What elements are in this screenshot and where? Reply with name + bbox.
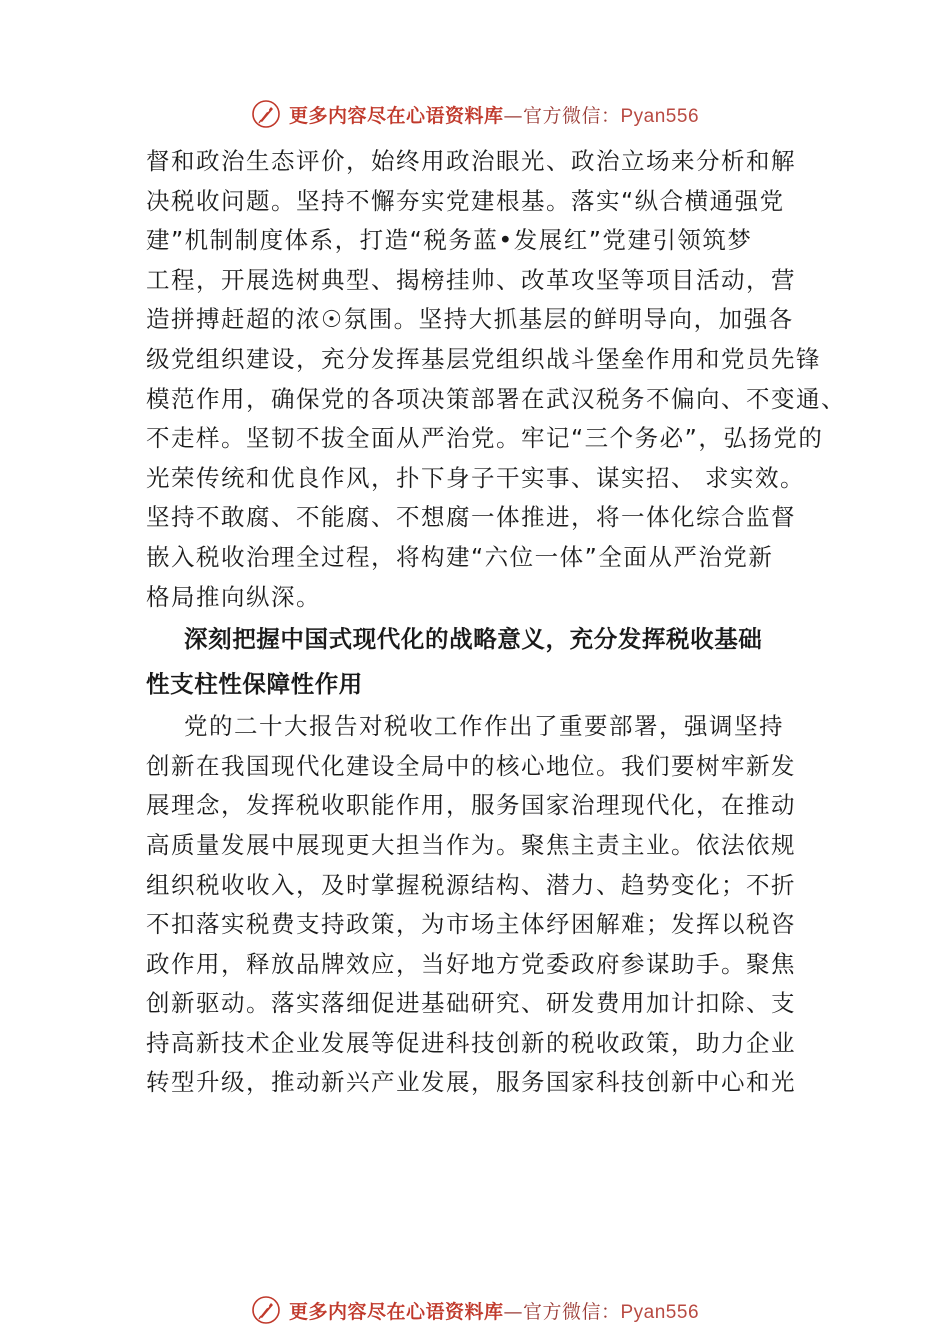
- text-line: 创新在我国现代化建设全局中的核心地位。我们要树牢新发: [146, 751, 796, 780]
- text-line: 不走样。坚韧不拔全面从严治党。牢记“三个务必”，弘扬党的: [146, 424, 824, 453]
- heading-line: 深刻把握中国式现代化的战略意义，充分发挥税收基础: [184, 625, 763, 654]
- text-line: 展理念，发挥税收职能作用，服务国家治理现代化，在推动: [146, 791, 796, 820]
- quill-pen-logo-icon: [251, 1295, 281, 1325]
- header-watermark: [0, 94, 950, 134]
- text-line: 转型升级，推动新兴产业发展，服务国家科技创新中心和光: [146, 1068, 796, 1097]
- document-body: [146, 142, 846, 1103]
- text-line: 决税收问题。坚持不懈夯实党建根基。落实“纵合横通强党: [146, 186, 785, 215]
- quill-pen-logo-icon: [251, 99, 281, 129]
- text-line: 政作用，释放品牌效应，当好地方党委政府参谋助手。聚焦: [146, 949, 796, 978]
- footer-watermark: [0, 1290, 950, 1330]
- watermark-text: 更多内容尽在心语资料库—官方微信：Pyan556: [288, 1300, 700, 1323]
- text-line: 持高新技术企业发展等促进科技创新的税收政策，助力企业: [146, 1028, 796, 1057]
- text-line: 模范作用，确保党的各项决策部署在武汉税务不偏向、不变通、: [146, 384, 846, 413]
- watermark-text: 更多内容尽在心语资料库—官方微信：Pyan556: [288, 104, 700, 127]
- text-line: 高质量发展中展现更大担当作为。聚焦主责主业。依法依规: [146, 830, 796, 859]
- text-line: 光荣传统和优良作风，扑下身子干实事、谋实招、 求实效。: [146, 463, 805, 492]
- paragraph-party-building: [146, 142, 846, 617]
- text-line: 建”机制制度体系，打造“税务蓝•发展红”党建引领筑梦: [146, 226, 753, 255]
- text-line: 坚持不敢腐、不能腐、不想腐一体推进，将一体化综合监督: [146, 503, 796, 532]
- section-heading: [146, 617, 826, 707]
- text-line: 督和政治生态评价，始终用政治眼光、政治立场来分析和解: [146, 147, 796, 175]
- text-line: 造拼搏赶超的浓☉氛围。坚持大抓基层的鲜明导向，加强各: [146, 305, 794, 334]
- text-line: 组织税收收入，及时掌握税源结构、潜力、趋势变化；不折: [146, 870, 796, 899]
- text-line: 格局推向纵深。: [146, 582, 321, 611]
- text-line: 不扣落实税费支持政策，为市场主体纾困解难；发挥以税咨: [146, 910, 796, 939]
- text-line: 级党组织建设，充分发挥基层党组织战斗堡垒作用和党员先锋: [146, 344, 821, 373]
- heading-line: 性支柱性保障性作用: [146, 670, 363, 699]
- text-line: 党的二十大报告对税收工作作出了重要部署，强调坚持: [184, 712, 784, 741]
- paragraph-tax-role: [146, 707, 826, 1103]
- text-line: 工程，开展选树典型、揭榜挂帅、改革攻坚等项目活动，营: [146, 265, 796, 294]
- text-line: 创新驱动。落实落细促进基础研究、研发费用加计扣除、支: [146, 989, 796, 1018]
- text-line: 嵌入税收治理全过程，将构建“六位一体”全面从严治党新: [146, 542, 774, 571]
